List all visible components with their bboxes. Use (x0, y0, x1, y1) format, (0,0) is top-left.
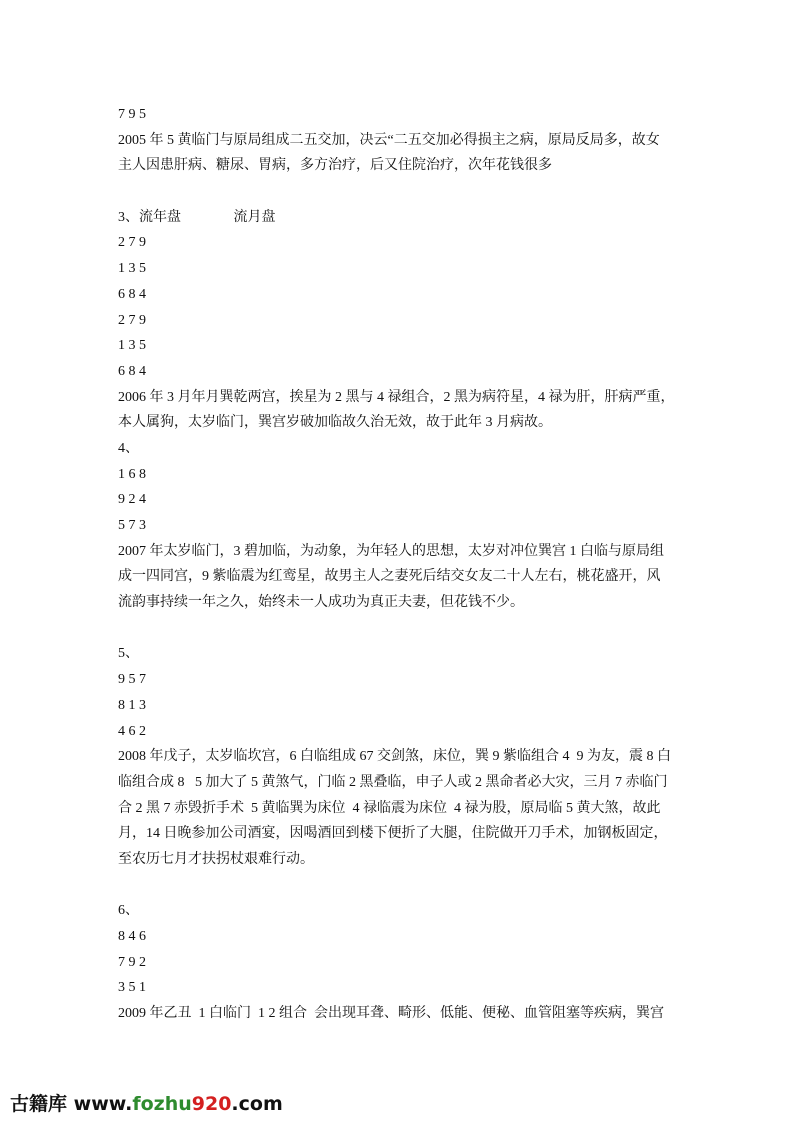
text-line: 1 3 5 (118, 261, 146, 277)
text-line: 成一四同宫，9 紫临震为红鸾星，故男主人之妻死后结交女友二十人左右，桃花盛开，风 (118, 569, 661, 585)
text-line: 9 5 7 (118, 672, 146, 688)
text-line: 2005 年 5 黄临门与原局组成二五交加，决云“二五交加必得损主之病，原局反局多，故女 (118, 132, 660, 148)
text-line: 2007 年太岁临门，3 碧加临，为动象，为年轻人的思想，太岁对冲位巽宫 1 白临与原局组 (118, 543, 664, 559)
watermark (10, 1089, 283, 1116)
text-line: 7 9 2 (118, 954, 146, 970)
text-line: 3、流年盘 流月盘 (118, 209, 276, 225)
watermark-red: 920 (191, 1093, 232, 1115)
text-line: 1 6 8 (118, 466, 146, 482)
document-body (118, 102, 688, 1027)
text-line: 4 6 2 (118, 723, 146, 739)
text-line: 2009 年乙丑 1 白临门 1 2 组合 会出现耳聋、畸形、低能、便秘、血管阻塞等疾病，巽宫 (118, 1006, 664, 1022)
watermark-green: fozhu (132, 1093, 192, 1115)
text-line: 流韵事持续一年之久，始终未一人成功为真正夫妻，但花钱不少。 (118, 595, 524, 611)
text-line: 月，14 日晚参加公司酒宴，因喝酒回到楼下便折了大腿，住院做开刀手术，加钢板固定， (118, 826, 668, 842)
text-line (118, 873, 688, 899)
text-line: 本人属狗，太岁临门，巽宫岁破加临故久治无效，故于此年 3 月病故。 (118, 415, 552, 431)
text-line: 2008 年戊子，太岁临坎宫，6 白临组成 67 交剑煞，床位，巽 9 紫临组合 4 9 为友，震 8 白 (118, 749, 671, 765)
text-line: 8 1 3 (118, 697, 146, 713)
text-line: 5 7 3 (118, 518, 146, 533)
text-line: 6、 (118, 903, 139, 919)
text-line: 2 7 9 (118, 312, 146, 328)
text-line: 6 8 4 (118, 363, 146, 379)
text-line: 主人因患肝病、糖尿、胃病，多方治疗，后又住院治疗，次年花钱很多 (118, 158, 552, 174)
watermark-site-name: 古籍库 (10, 1093, 68, 1115)
text-line: 8 4 6 (118, 929, 146, 944)
text-line: 3 5 1 (118, 980, 146, 996)
text-line: 5、 (118, 646, 139, 662)
watermark-prefix: www. (73, 1093, 133, 1115)
text-line: 2006 年 3 月年月巽乾两宫，挨星为 2 黑与 4 禄组合，2 黑为病符星，4 禄为肝，肝病严重， (118, 389, 675, 405)
text-line: 9 2 4 (118, 492, 146, 508)
text-line (118, 616, 688, 642)
text-line: 临组合成 8 5 加大了 5 黄煞气，门临 2 黑叠临，申子人或 2 黑命者必大灾，三月 7 赤临门 (118, 774, 668, 790)
text-line (118, 179, 688, 205)
text-line: 至农历七月才扶拐杖艰难行动。 (118, 851, 314, 867)
text-line: 1 3 5 (118, 338, 146, 354)
text-line: 合 2 黑 7 赤毁折手术 5 黄临巽为床位 4 禄临震为床位 4 禄为股，原局临 5 黄大煞，故此 (118, 800, 661, 816)
watermark-suffix: .com (231, 1093, 283, 1115)
text-line: 6 8 4 (118, 286, 146, 302)
text-line: 4、 (118, 440, 139, 456)
text-line: 7 9 5 (118, 107, 146, 122)
text-line: 2 7 9 (118, 235, 146, 251)
